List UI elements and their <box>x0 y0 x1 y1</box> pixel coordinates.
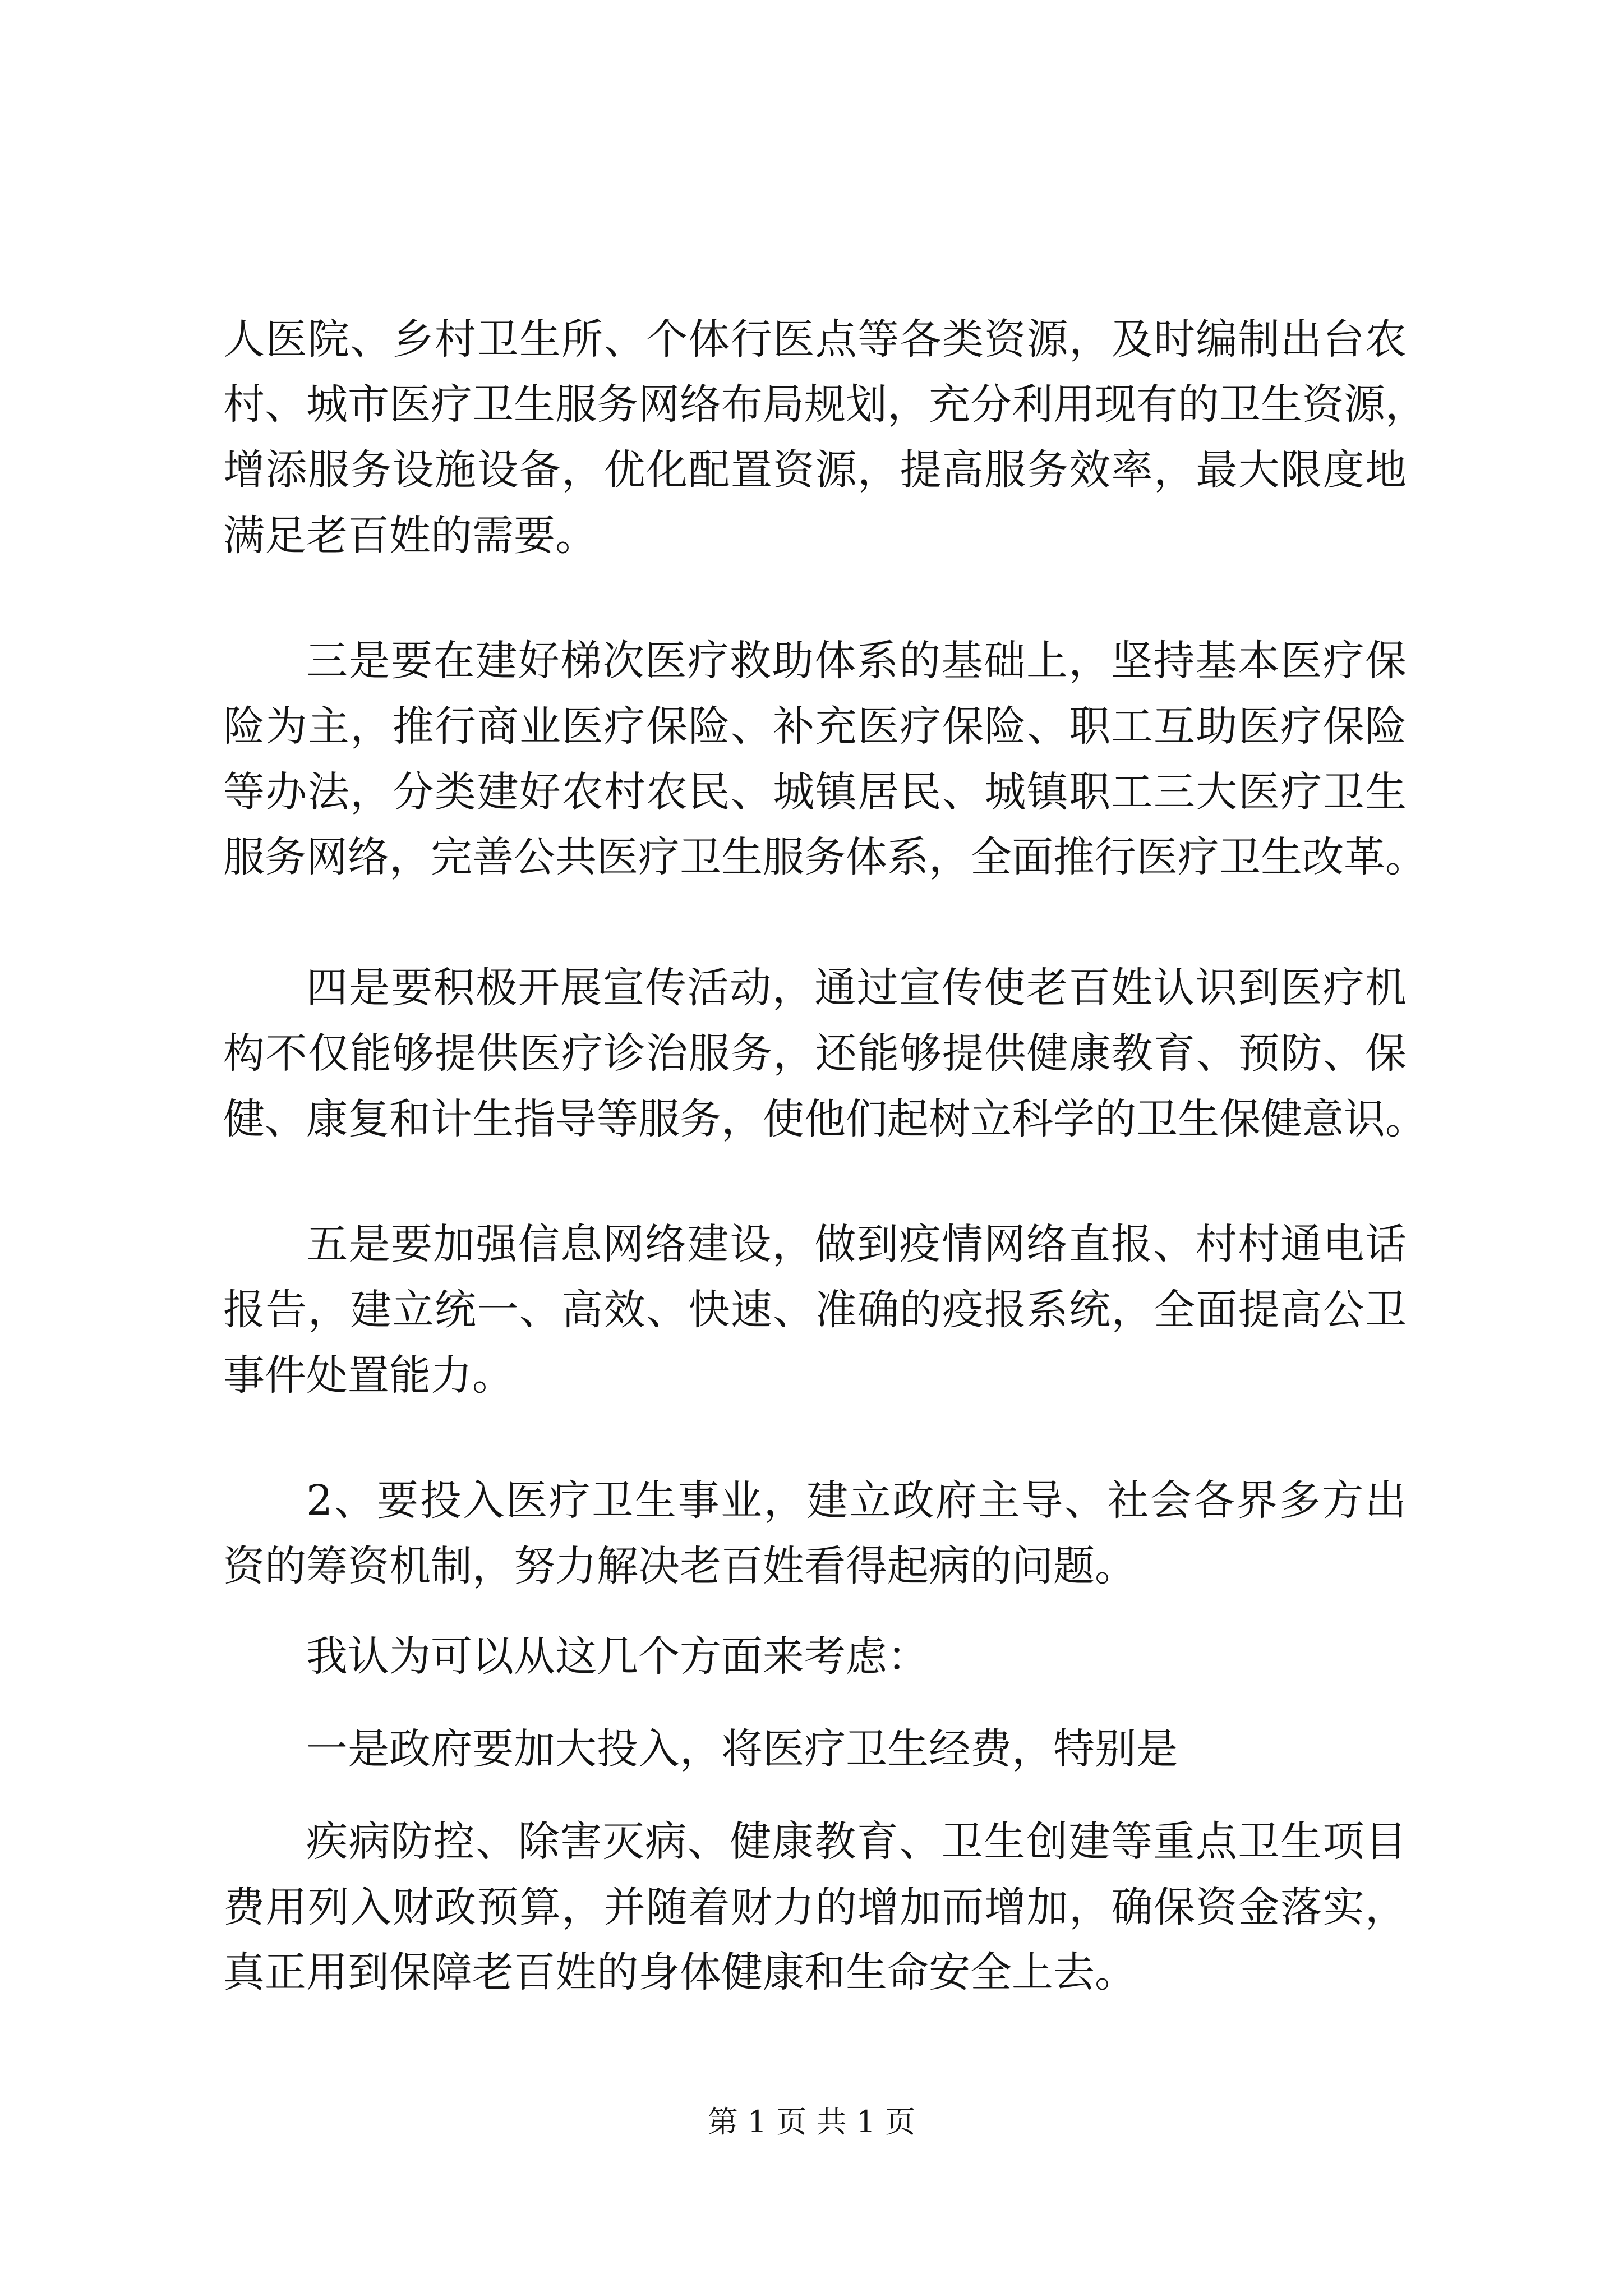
text-line: 2、要投入医疗卫生事业，建立政府主导、社会各界多方出 <box>306 1476 1407 1525</box>
text-line: 等办法，分类建好农村农民、城镇居民、城镇职工三大医疗卫生 <box>223 768 1407 816</box>
text-line: 四是要积极开展宣传活动，通过宣传使老百姓认识到医疗机 <box>306 964 1407 1012</box>
text-line: 事件处置能力。 <box>223 1351 514 1400</box>
text-line: 我认为可以从这几个方面来考虑： <box>306 1632 929 1681</box>
text-line: 疾病防控、除害灭病、健康教育、卫生创建等重点卫生项目 <box>306 1818 1407 1866</box>
text-line: 增添服务设施设备，优化配置资源，提高服务效率，最大限度地 <box>223 446 1407 494</box>
text-line: 五是要加强信息网络建设，做到疫情网络直报、村村通电话 <box>306 1220 1407 1268</box>
text-line: 费用列入财政预算，并随着财力的增加而增加，确保资金落实， <box>223 1883 1407 1931</box>
text-line: 健、康复和计生指导等服务，使他们起树立科学的卫生保健意识。 <box>223 1095 1427 1143</box>
text-line: 构不仅能够提供医疗诊治服务，还能够提供健康教育、预防、保 <box>223 1029 1407 1078</box>
text-line: 服务网络，完善公共医疗卫生服务体系，全面推行医疗卫生改革。 <box>223 833 1427 881</box>
text-line: 人医院、乡村卫生所、个体行医点等各类资源，及时编制出台农 <box>223 315 1407 364</box>
text-line: 一是政府要加大投入，将医疗卫生经费，特别是 <box>306 1725 1178 1773</box>
text-line: 满足老百姓的需要。 <box>223 512 597 560</box>
text-line: 三是要在建好梯次医疗救助体系的基础上，坚持基本医疗保 <box>306 637 1407 685</box>
text-line: 真正用到保障老百姓的身体健康和生命安全上去。 <box>223 1948 1136 1996</box>
text-line: 报告，建立统一、高效、快速、准确的疫报系统，全面提高公卫 <box>223 1286 1407 1334</box>
page-footer: 第 1 页 共 1 页 <box>707 2104 916 2139</box>
text-line: 险为主，推行商业医疗保险、补充医疗保险、职工互助医疗保险 <box>223 702 1407 751</box>
text-line: 村、城市医疗卫生服务网络布局规划，充分利用现有的卫生资源， <box>223 380 1427 429</box>
text-line: 资的筹资机制，努力解决老百姓看得起病的问题。 <box>223 1542 1136 1590</box>
